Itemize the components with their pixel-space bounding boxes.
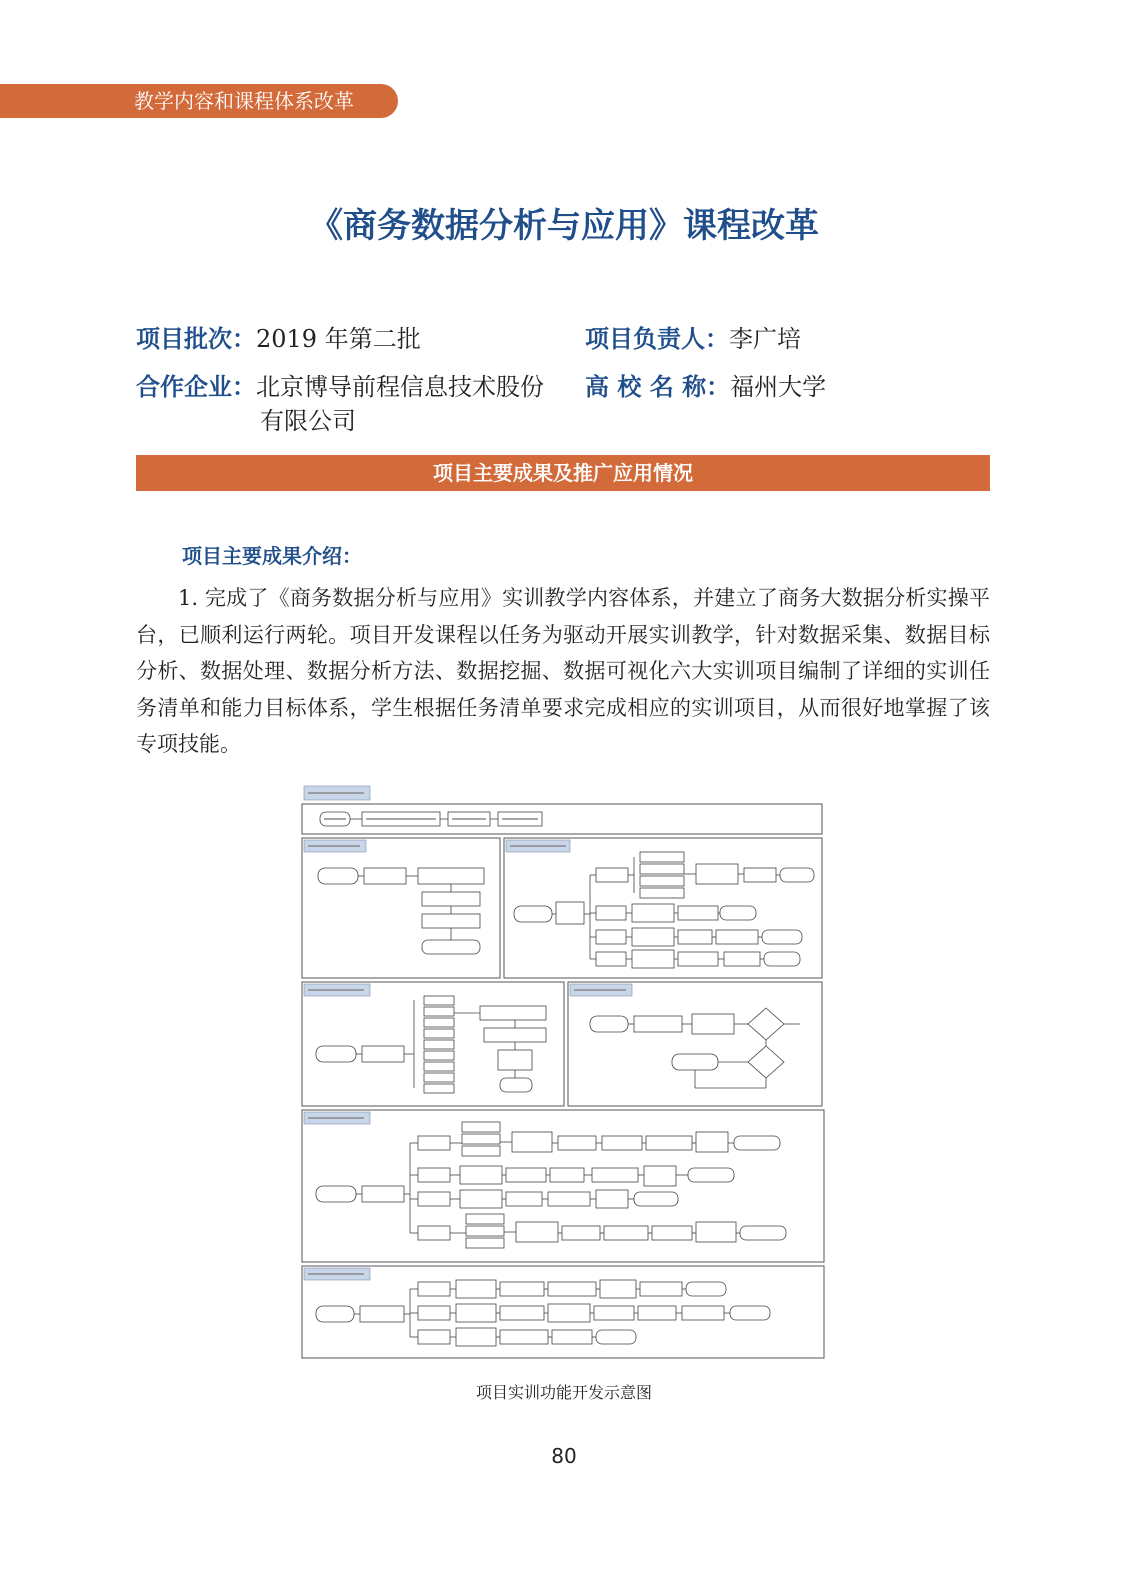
- school-value: 福州大学: [730, 373, 827, 401]
- company-value-line1: 北京博导前程信息技术股份: [256, 373, 544, 401]
- page-title: 《商务数据分析与应用》课程改革: [309, 206, 819, 246]
- company-value-line2: 有限公司: [260, 407, 356, 435]
- page-number: 80: [551, 1444, 577, 1468]
- figure-caption: 项目实训功能开发示意图: [475, 1383, 652, 1402]
- leader-label: 项目负责人：: [585, 325, 729, 353]
- company-label: 合作企业：: [136, 373, 256, 401]
- body-paragraph: 1. 完成了《商务数据分析与应用》实训教学内容体系，并建立了商务大数据分析实操平台，已顺利运行两轮。项目开发课程以任务为驱动开展实训教学，针对数据采集、数据目标分析、数据处理、数据分析方法、数据挖掘、数据可视化六大实训项目编制了详细的实训任务清单和能力目标体系，学生根据任务清单要求完成相应的实训项目，从而很好地掌握了该专项技能。: [136, 586, 990, 756]
- sub-heading: 项目主要成果介绍：: [182, 544, 362, 568]
- meta-batch: [136, 322, 421, 356]
- meta-school: [585, 370, 826, 404]
- batch-value: 2019 年第二批: [256, 325, 421, 353]
- chapter-header-tab: 教学内容和课程体系改革: [0, 84, 398, 118]
- meta-company-cont: [260, 404, 356, 438]
- school-label: 高 校 名 称：: [585, 373, 731, 401]
- batch-label: 项目批次：: [136, 325, 256, 353]
- section-bar: 项目主要成果及推广应用情况: [136, 455, 990, 491]
- flowchart-figure: [300, 782, 828, 1360]
- meta-company: [136, 370, 544, 404]
- leader-value: 李广培: [729, 325, 801, 353]
- meta-leader: [585, 322, 801, 356]
